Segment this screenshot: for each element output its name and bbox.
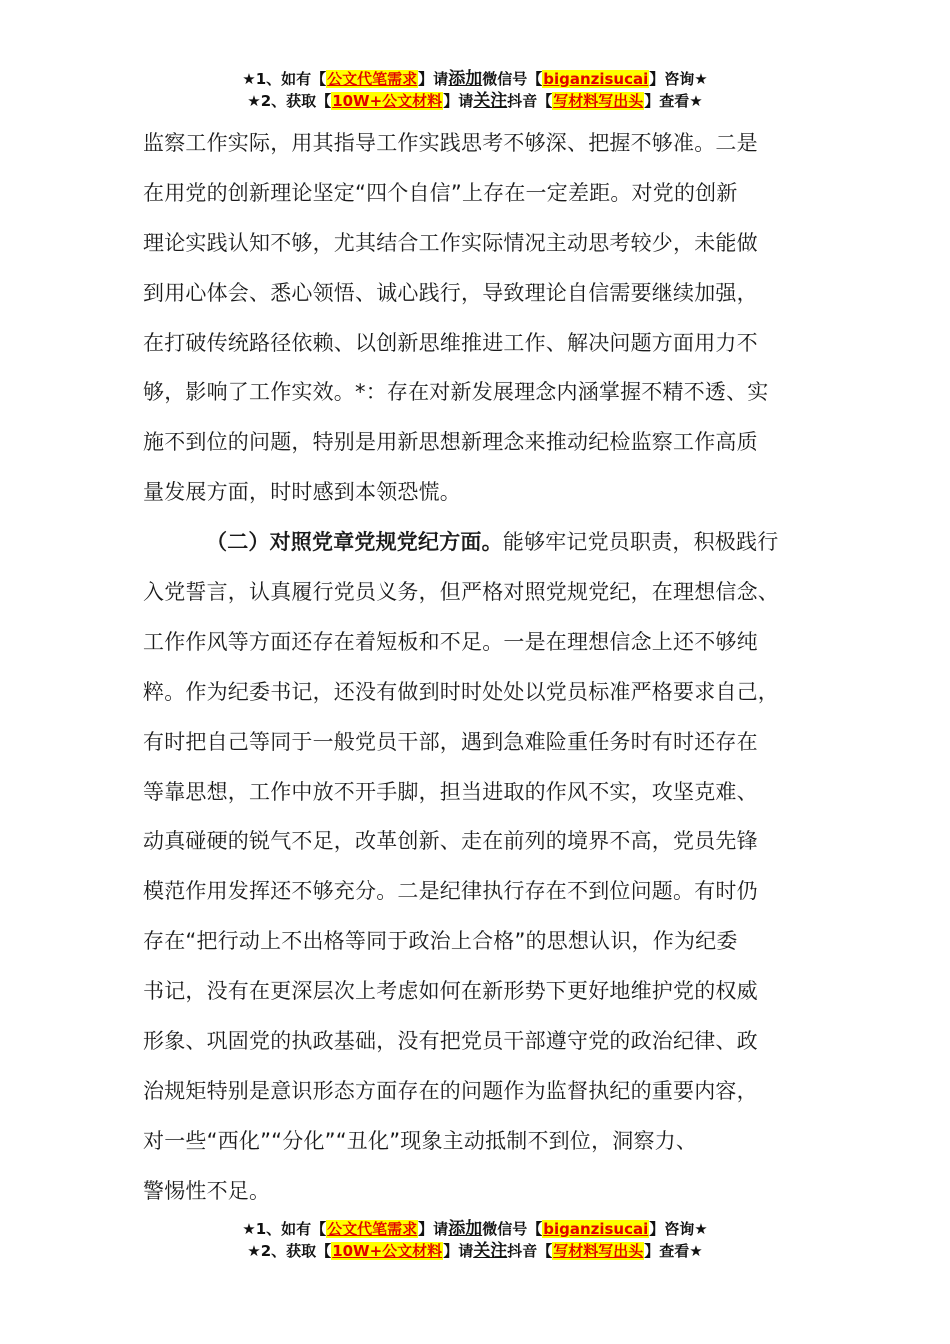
section-heading: （二）对照党章党规党纪方面。 bbox=[206, 530, 503, 555]
banner-emphasis: 添加 bbox=[448, 1219, 483, 1239]
body-line: 在用党的创新理论坚定“四个自信”上存在一定差距。对党的创新 bbox=[143, 180, 738, 205]
banner-text: 抖音【 bbox=[507, 1242, 553, 1260]
banner-text: ★2、获取【 bbox=[247, 1242, 332, 1260]
body-line: 理论实践认知不够，尤其结合工作实际情况主动思考较少，未能做 bbox=[143, 230, 758, 255]
body-line: 入党誓言，认真履行党员义务，但严格对照党规党纪，在理想信念、 bbox=[143, 580, 779, 605]
banner-text: ★2、获取【 bbox=[247, 92, 332, 110]
banner-highlight: 写材料写出头 bbox=[553, 1242, 644, 1260]
banner-text: 抖音【 bbox=[507, 92, 553, 110]
footer-banner bbox=[0, 1218, 950, 1262]
banner-highlight: 公文代笔需求 bbox=[327, 70, 418, 88]
body-line: 模范作用发挥还不够充分。二是纪律执行存在不到位问题。有时仍 bbox=[143, 879, 758, 904]
body-line: 够，影响了工作实效。*：存在对新发展理念内涵掌握不精不透、实 bbox=[143, 380, 769, 405]
banner-highlight: biganzisucai bbox=[543, 70, 649, 88]
banner-emphasis: 添加 bbox=[448, 69, 483, 89]
banner-emphasis: 关注 bbox=[473, 91, 508, 111]
banner-text: 】请 bbox=[418, 70, 449, 88]
banner-highlight: 写材料写出头 bbox=[553, 92, 644, 110]
banner-line-1 bbox=[0, 1218, 950, 1240]
banner-highlight: 10W+公文材料 bbox=[332, 1242, 443, 1260]
banner-text: ★1、如有【 bbox=[242, 1220, 327, 1238]
banner-highlight: 10W+公文材料 bbox=[332, 92, 443, 110]
banner-text: 】查看★ bbox=[644, 92, 703, 110]
body-line: 量发展方面，时时感到本领恐慌。 bbox=[143, 480, 461, 505]
header-banner bbox=[0, 68, 950, 112]
banner-text: 】咨询★ bbox=[649, 70, 708, 88]
body-line: 动真碰硬的锐气不足，改革创新、走在前列的境界不高，党员先锋 bbox=[143, 829, 758, 854]
banner-text: 微信号【 bbox=[482, 1220, 543, 1238]
body-line: 到用心体会、悉心领悟、诚心践行，导致理论自信需要继续加强， bbox=[143, 280, 758, 305]
banner-emphasis: 关注 bbox=[473, 1241, 508, 1261]
body-line: 工作作风等方面还存在着短板和不足。一是在理想信念上还不够纯 bbox=[143, 629, 758, 654]
section-heading-rest: 能够牢记党员职责，积极践行 bbox=[502, 530, 779, 555]
section-heading-line bbox=[143, 518, 833, 568]
banner-highlight: biganzisucai bbox=[543, 1220, 649, 1238]
body-line: 粹。作为纪委书记，还没有做到时时处处以党员标准严格要求自己， bbox=[143, 679, 779, 704]
banner-highlight: 公文代笔需求 bbox=[327, 1220, 418, 1238]
banner-text: 】请 bbox=[443, 92, 474, 110]
banner-line-1 bbox=[0, 68, 950, 90]
body-line: 书记，没有在更深层次上考虑如何在新形势下更好地维护党的权威 bbox=[143, 979, 758, 1004]
body-line: 施不到位的问题，特别是用新思想新理念来推动纪检监察工作高质 bbox=[143, 430, 758, 455]
document-body bbox=[143, 119, 833, 1217]
body-line: 存在“把行动上不出格等同于政治上合格”的思想认识，作为纪委 bbox=[143, 929, 738, 954]
body-line: 治规矩特别是意识形态方面存在的问题作为监督执纪的重要内容， bbox=[143, 1078, 758, 1103]
banner-text: 】请 bbox=[443, 1242, 474, 1260]
body-line: 有时把自己等同于一般党员干部，遇到急难险重任务时有时还存在 bbox=[143, 729, 758, 754]
banner-line-2 bbox=[0, 1240, 950, 1262]
banner-text: ★1、如有【 bbox=[242, 70, 327, 88]
banner-text: 】查看★ bbox=[644, 1242, 703, 1260]
banner-text: 】请 bbox=[418, 1220, 449, 1238]
banner-text: 】咨询★ bbox=[649, 1220, 708, 1238]
body-line: 在打破传统路径依赖、以创新思维推进工作、解决问题方面用力不 bbox=[143, 330, 758, 355]
body-line: 警惕性不足。 bbox=[143, 1178, 271, 1203]
body-line: 对一些“西化”“分化”“丑化”现象主动抵制不到位，洞察力、 bbox=[143, 1128, 698, 1153]
banner-line-2 bbox=[0, 90, 950, 112]
body-line: 形象、巩固党的执政基础，没有把党员干部遵守党的政治纪律、政 bbox=[143, 1029, 758, 1054]
banner-text: 微信号【 bbox=[482, 70, 543, 88]
body-line: 监察工作实际，用其指导工作实践思考不够深、把握不够准。二是 bbox=[143, 131, 758, 155]
body-line: 等靠思想，工作中放不开手脚，担当进取的作风不实，攻坚克难、 bbox=[143, 779, 758, 804]
